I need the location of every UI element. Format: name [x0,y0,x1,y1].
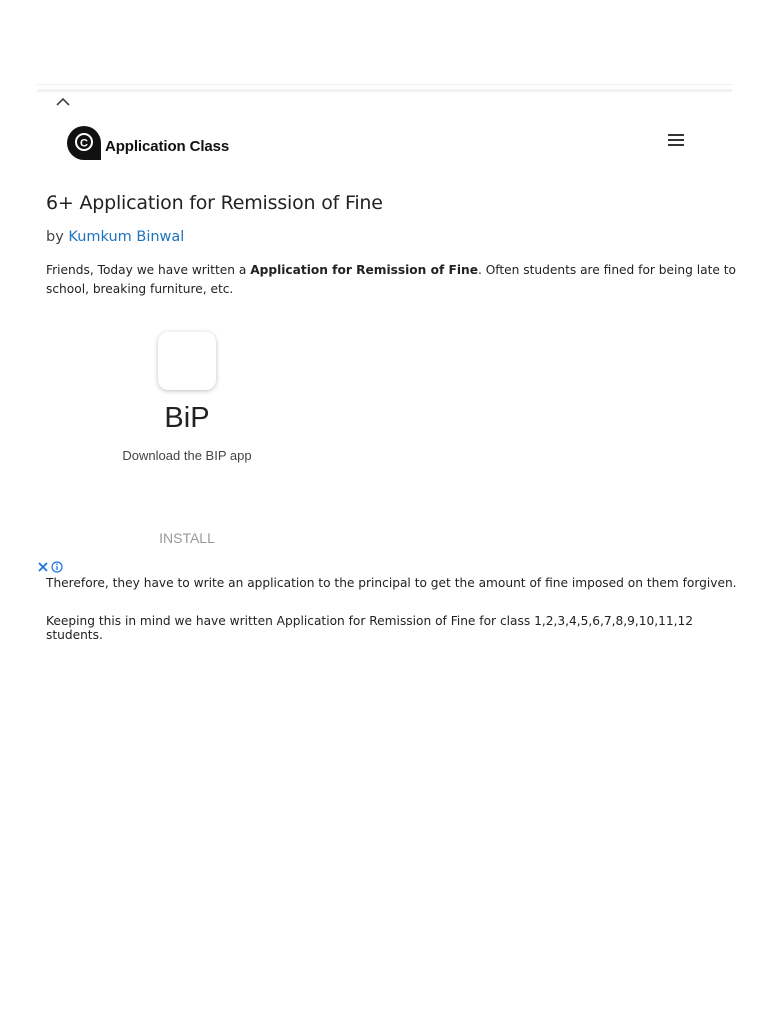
chevron-up-icon [56,97,70,106]
logo-text: Application Class [105,137,230,155]
ad-install-button[interactable]: INSTALL [159,530,215,546]
ad-tagline: Download the BIP app [122,448,252,463]
app-install-ad[interactable] [96,330,278,552]
close-icon[interactable] [38,562,48,572]
hamburger-menu-button[interactable] [668,134,684,148]
by-label: by [46,229,64,245]
intro-bold-text: Application for Remission of Fine [250,263,478,277]
c-logo-icon [66,124,104,162]
app-icon [158,332,216,390]
top-divider-bar [37,84,732,92]
article-paragraph-2: Keeping this in mind we have written Application for Remission of Fine for class 1,2,3,4,5,6,7,8,9,10,11,12 students. [46,614,693,642]
info-icon[interactable] [51,561,63,573]
author-link[interactable]: Kumkum Binwal [68,229,185,245]
ad-controls [38,561,63,573]
intro-text-end: . Often students are fined for being late to school, breaking furniture, etc. [46,263,736,296]
article-paragraph-1: Therefore, they have to write an application to the principal to get the amount of fine imposed on them forgiven. [46,576,737,590]
article-title: 6+ Application for Remission of Fine [46,192,383,214]
collapse-button[interactable] [50,92,76,110]
article-byline [46,229,184,245]
ad-app-name: BiP [164,402,210,434]
intro-paragraph [46,261,736,299]
intro-text-start: Friends, Today we have written a [46,263,251,277]
svg-text:C: C [80,137,88,150]
hamburger-icon [668,134,684,136]
site-header [66,122,692,164]
site-logo[interactable] [66,122,229,164]
